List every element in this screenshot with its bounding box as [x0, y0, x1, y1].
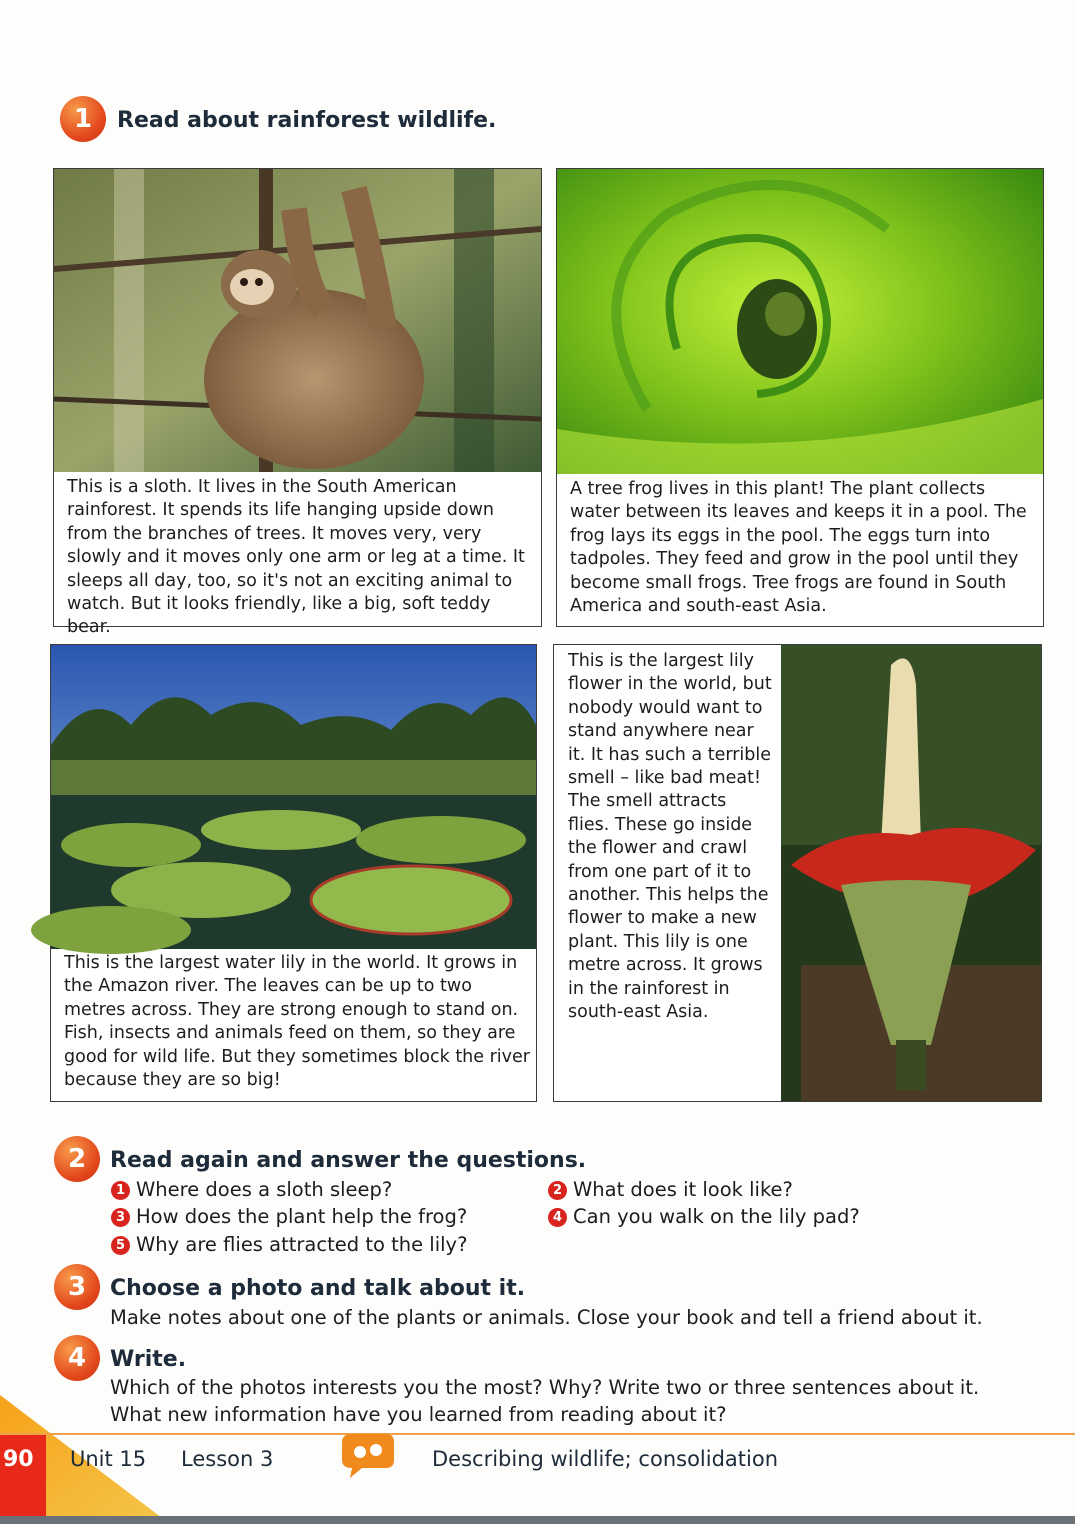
section-number-4: 4 — [54, 1335, 100, 1381]
footer-lesson: Lesson 3 — [181, 1447, 274, 1471]
footer-rule — [0, 1433, 1075, 1435]
caption-sloth: This is a sloth. It lives in the South American rainforest. It spends its life hanging upside down from the branches of trees. It moves very, very slowly and it moves only one arm or leg at a time. It sleeps all day, too, so it's not an exciting animal to watch. But it looks friendly, like a big, soft teddy bear. — [67, 477, 525, 638]
section-body-3: Make notes about one of the plants or animals. Close your book and tell a friend about it. — [110, 1306, 983, 1329]
card-corpse-lily — [553, 644, 1042, 1102]
card-water-lily — [50, 644, 537, 1102]
speech-bubbles-icon — [336, 1432, 396, 1480]
page-number: 90 — [3, 1447, 34, 1472]
tree-frog-photo — [557, 169, 1043, 474]
question-number-icon: 4 — [548, 1208, 567, 1227]
question-number-icon: 1 — [111, 1181, 130, 1200]
section-number-3: 3 — [54, 1264, 100, 1310]
question-1 — [111, 1178, 392, 1201]
footer-unit: Unit 15 — [70, 1447, 147, 1471]
page-bottom-edge — [0, 1516, 1075, 1524]
section-title-4: Write. — [110, 1347, 187, 1372]
card-tree-frog — [556, 168, 1044, 627]
card-sloth — [53, 168, 542, 638]
question-5 — [111, 1233, 467, 1256]
corpse-lily-photo — [781, 645, 1041, 1101]
section-body-4: Which of the photos interests you the most? Why? Write two or three sentences about it. What new information have you learned from reading about it? — [110, 1376, 980, 1426]
footer-topic: Describing wildlife; consolidation — [432, 1447, 779, 1471]
question-2 — [548, 1178, 793, 1201]
question-number-icon: 5 — [111, 1236, 130, 1255]
section-title-3: Choose a photo and talk about it. — [110, 1276, 526, 1301]
water-lily-photo — [51, 645, 536, 949]
question-text: How does the plant help the frog? — [136, 1205, 468, 1228]
section-title-2: Read again and answer the questions. — [110, 1148, 587, 1173]
caption-tree-frog: A tree frog lives in this plant! The plant collects water between its leaves and keeps it in a pool. The frog lays its eggs in the pool. The eggs turn into tadpoles. They feed and grow in the pool until they become small frogs. Tree frogs are found in South America and south-east Asia. — [570, 479, 1027, 617]
question-text: Can you walk on the lily pad? — [573, 1205, 860, 1228]
caption-water-lily: This is the largest water lily in the world. It grows in the Amazon river. The leaves can be up to two metres across. They are strong enough to stand on. Fish, insects and animals feed on them, so they are good for wild life. But they sometimes block the river because they are so big! — [64, 953, 530, 1091]
caption-corpse-lily: This is the largest lily flower in the world, but nobody would want to stand anywhere near it. It has such a terrible smell – like bad meat! The smell attracts flies. These go inside the flower and crawl from one part of it to another. This helps the flower to make a new plant. This lily is one metre across. It grows in the rainforest in south-east Asia. — [568, 651, 772, 1023]
question-number-icon: 3 — [111, 1208, 130, 1227]
question-number-icon: 2 — [548, 1181, 567, 1200]
question-text: What does it look like? — [573, 1178, 793, 1201]
question-3 — [111, 1205, 467, 1228]
sloth-photo — [54, 169, 541, 472]
section-title-1: Read about rainforest wildlife. — [117, 108, 497, 133]
question-text: Where does a sloth sleep? — [136, 1178, 393, 1201]
question-4 — [548, 1205, 860, 1228]
question-text: Why are flies attracted to the lily? — [136, 1233, 468, 1256]
section-number-1: 1 — [60, 96, 106, 142]
section-number-2: 2 — [54, 1136, 100, 1182]
